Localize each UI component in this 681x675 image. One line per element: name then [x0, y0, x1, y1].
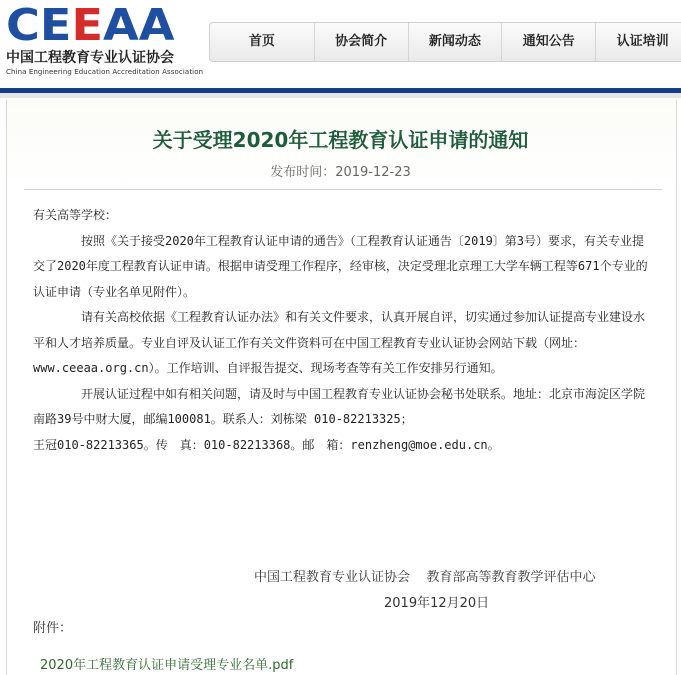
signature-date: 2019年12月20日	[384, 596, 490, 611]
nav-item-news[interactable]: 新闻动态	[409, 23, 503, 61]
logo-mark: CEEAA	[6, 0, 175, 51]
main-nav	[209, 22, 681, 62]
article-body	[33, 203, 655, 458]
article-paragraph: 请有关高校依据《工程教育认证办法》和有关文件要求，认真开展自评，切实通过参加认证提高专业建设水平和人才培养质量。专业自评及认证工作有关文件资料可在中国工程教育专业认证协会网站下载（网址：www.ceeaa.org.cn）。工作培训、自评报告提交、现场考查等有关工作安排另行通知。	[33, 310, 646, 375]
article-title: 关于受理2020年工程教育认证申请的通知	[152, 128, 529, 152]
site-header	[0, 0, 681, 88]
publish-date-value: 2019-12-23	[335, 165, 411, 180]
article-salutation: 有关高等学校：	[33, 208, 118, 222]
header-shadow-bar	[0, 93, 681, 98]
attachment-label: 附件：	[33, 621, 73, 636]
signature-organizations: 中国工程教育专业认证协会 教育部高等教育教学评估中心	[254, 570, 596, 585]
article-paragraph: 按照《关于接受2020年工程教育认证申请的通告》（工程教育认证通告〔2019〕第3号）要求，有关专业提交了2020年度工程教育认证申请。根据申请受理工作程序，经审核，决定受理北京理工大学车辆工程等671个专业的认证申请（专业名单见附件）。	[33, 233, 648, 299]
article-paragraph: 开展认证过程中如有相关问题，请及时与中国工程教育专业认证协会秘书处联系。地址：北京市海淀区学院南路39号中财大厦，邮编100081。联系人：刘栋梁 010-82213325；	[33, 386, 646, 426]
site-logo[interactable]	[6, 0, 206, 80]
nav-item-home[interactable]: 首页	[210, 23, 315, 61]
attachment-link[interactable]: 2020年工程教育认证申请受理专业名单.pdf	[40, 658, 294, 673]
article-paragraph: 王冠010-82213365。传 真：010-82213368。邮 箱：renzheng@moe.edu.cn。	[33, 437, 500, 452]
publish-date	[0, 161, 681, 180]
logo-name-cn: 中国工程教育专业认证协会	[6, 50, 174, 66]
publish-date-label: 发布时间：	[270, 165, 336, 180]
nav-item-training[interactable]: 认证培训	[596, 23, 681, 61]
nav-item-about[interactable]: 协会简介	[315, 23, 409, 61]
nav-item-notices[interactable]: 通知公告	[502, 23, 596, 61]
logo-name-en: China Engineering Education Accreditation Association	[6, 68, 204, 76]
title-divider	[24, 189, 662, 190]
